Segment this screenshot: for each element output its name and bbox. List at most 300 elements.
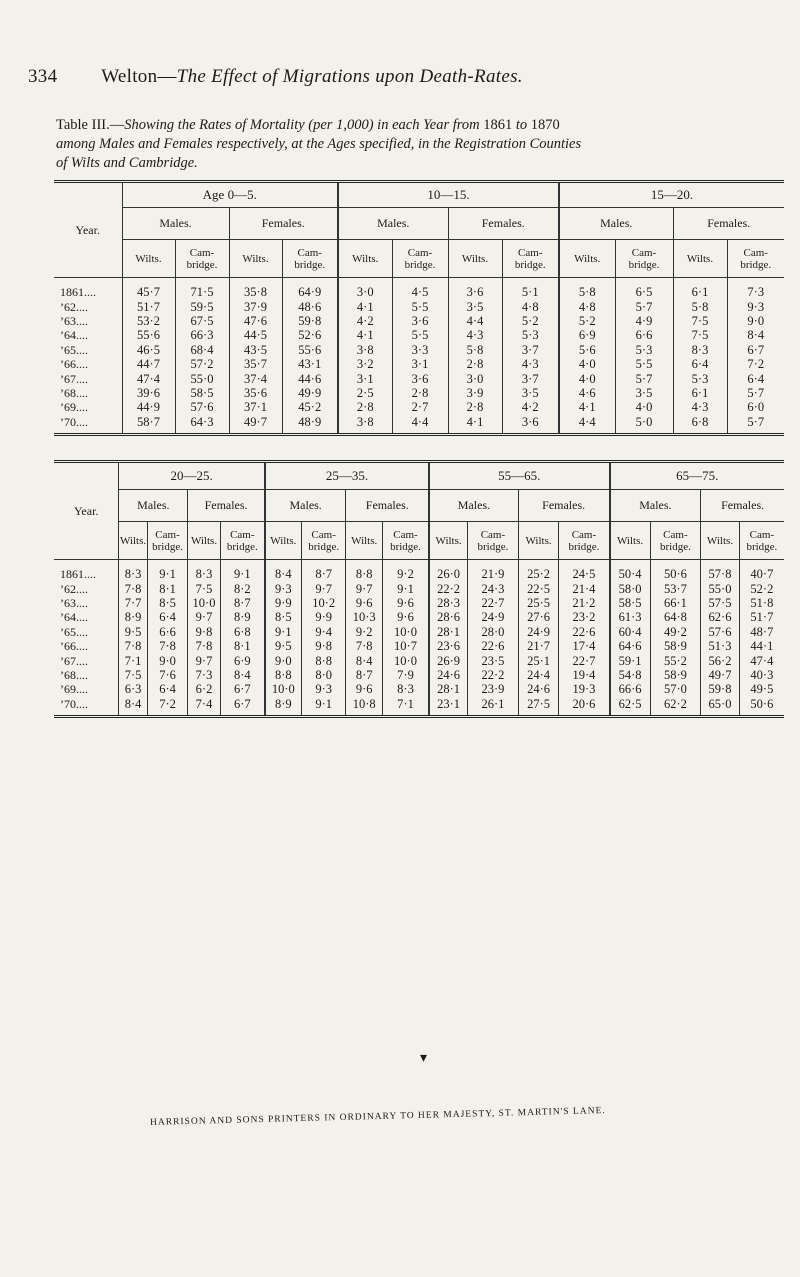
rate-cell: 6·3 xyxy=(124,682,142,697)
rate-cell: 6·9 xyxy=(559,328,615,342)
rate-cell: 5·6 xyxy=(559,343,615,357)
year-cell: ’69.... xyxy=(54,682,119,696)
rate-cell: 48·7 xyxy=(739,625,784,639)
rate-cell: 7·1 xyxy=(124,653,142,668)
year-cell: ’66.... xyxy=(54,357,122,371)
rate-cell: 22·2 xyxy=(468,668,519,682)
rate-cell: 22·2 xyxy=(429,582,468,596)
rate-cell: 10·7 xyxy=(382,639,429,653)
rate-cell: 58·0 xyxy=(610,582,651,596)
rate-cell: 5·1 xyxy=(502,278,559,300)
rate-cell: 4·6 xyxy=(559,386,615,400)
rate-cell: 52·6 xyxy=(282,328,338,342)
rate-cell: 8·8 xyxy=(301,654,346,668)
year-cell: ’62.... xyxy=(54,582,119,596)
cambridge-column-header: Cam- bridge. xyxy=(727,240,784,278)
caption-from-year: 1861 xyxy=(483,117,513,133)
sex-header: Males. xyxy=(559,208,673,240)
printer-mark: ▾ xyxy=(420,1051,428,1066)
rate-cell: 5·5 xyxy=(392,328,448,342)
rate-cell: 3·0 xyxy=(338,278,392,300)
age-group-header: Age 0—5. xyxy=(122,182,338,208)
rate-cell: 35·7 xyxy=(229,357,282,371)
rate-cell: 5·2 xyxy=(502,314,559,328)
rate-cell: 49·2 xyxy=(650,625,701,639)
rate-cell: 44·7 xyxy=(137,357,160,372)
rate-cell: 4·8 xyxy=(559,300,615,314)
rate-cell: 62·5 xyxy=(610,697,651,717)
rate-cell: 9·1 xyxy=(301,697,346,717)
year-cell: 1861.... xyxy=(54,278,122,300)
rate-cell: 5·8 xyxy=(673,300,727,314)
rate-cell: 9·6 xyxy=(346,596,383,610)
rate-cell: 9·2 xyxy=(382,560,429,582)
rate-cell: 6·4 xyxy=(147,610,188,624)
rate-cell: 3·1 xyxy=(338,372,392,386)
sex-header: Females. xyxy=(229,208,338,240)
rate-cell: 7·6 xyxy=(147,668,188,682)
rate-cell: 27·5 xyxy=(518,697,559,717)
caption-to-year: 1870 xyxy=(530,117,560,133)
year-cell: ’70.... xyxy=(54,415,122,435)
rate-cell: 9·0 xyxy=(265,654,302,668)
rate-cell: 3·7 xyxy=(502,372,559,386)
rate-cell: 8·1 xyxy=(220,639,265,653)
rate-cell: 47·4 xyxy=(739,654,784,668)
rate-cell: 7·5 xyxy=(124,667,142,682)
rate-cell: 25·5 xyxy=(518,596,559,610)
rate-cell: 19·3 xyxy=(559,682,610,696)
rate-cell: 24·6 xyxy=(518,682,559,696)
rate-cell: 7·5 xyxy=(673,328,727,342)
rate-cell: 6·7 xyxy=(220,697,265,717)
rate-cell: 4·2 xyxy=(502,400,559,414)
year-cell: ’65.... xyxy=(54,625,119,639)
rate-cell: 50·4 xyxy=(610,560,651,582)
year-cell: ’67.... xyxy=(54,372,122,386)
rate-cell: 6·2 xyxy=(188,682,220,696)
page-number: 334 xyxy=(28,66,58,87)
rate-cell: 6·6 xyxy=(615,328,673,342)
rate-cell: 21·4 xyxy=(559,582,610,596)
rate-cell: 6·9 xyxy=(220,654,265,668)
rate-cell: 49·7 xyxy=(701,668,740,682)
rate-cell: 8·4 xyxy=(727,328,784,342)
mortality-table-upper xyxy=(54,180,784,436)
rate-cell: 3·5 xyxy=(615,386,673,400)
rate-cell: 2·5 xyxy=(338,386,392,400)
rate-cell: 4·1 xyxy=(338,300,392,314)
rate-cell: 25·1 xyxy=(518,654,559,668)
year-cell: ’63.... xyxy=(54,596,119,610)
sex-header: Females. xyxy=(518,490,609,522)
rate-cell: 64·9 xyxy=(282,278,338,300)
cambridge-column-header: Cam- bridge. xyxy=(382,522,429,560)
rate-cell: 4·2 xyxy=(338,314,392,328)
rate-cell: 4·3 xyxy=(448,328,502,342)
rate-cell: 66·3 xyxy=(175,328,229,342)
rate-cell: 4·9 xyxy=(615,314,673,328)
wilts-column-header: Wilts. xyxy=(448,240,502,278)
rate-cell: 9·1 xyxy=(147,560,188,582)
rate-cell: 3·5 xyxy=(502,386,559,400)
rate-cell: 24·6 xyxy=(429,668,468,682)
sex-header: Females. xyxy=(673,208,784,240)
year-header: Year. xyxy=(54,462,119,560)
rate-cell: 9·1 xyxy=(382,582,429,596)
rate-cell: 24·3 xyxy=(468,582,519,596)
rate-cell: 50·6 xyxy=(739,697,784,717)
rate-cell: 54·8 xyxy=(610,668,651,682)
rate-cell: 9·4 xyxy=(301,625,346,639)
rate-cell: 55·6 xyxy=(282,343,338,357)
rate-cell: 8·8 xyxy=(346,560,383,582)
rate-cell: 5·5 xyxy=(392,300,448,314)
rate-cell: 3·6 xyxy=(392,372,448,386)
table-row xyxy=(54,582,784,596)
rate-cell: 6·4 xyxy=(673,357,727,371)
rate-cell: 10·2 xyxy=(301,596,346,610)
sex-header: Females. xyxy=(448,208,559,240)
sex-header: Females. xyxy=(701,490,784,522)
rate-cell: 2·7 xyxy=(392,400,448,414)
rate-cell: 57·8 xyxy=(701,560,740,582)
rate-cell: 37·9 xyxy=(229,300,282,314)
age-group-header: 25—35. xyxy=(265,462,429,490)
rate-cell: 57·0 xyxy=(650,682,701,696)
wilts-column-header: Wilts. xyxy=(119,522,147,560)
wilts-column-header: Wilts. xyxy=(122,240,175,278)
sex-header: Males. xyxy=(122,208,229,240)
wilts-column-header: Wilts. xyxy=(346,522,383,560)
rate-cell: 35·6 xyxy=(229,386,282,400)
wilts-column-header: Wilts. xyxy=(610,522,651,560)
rate-cell: 62·6 xyxy=(701,610,740,624)
rate-cell: 24·9 xyxy=(518,625,559,639)
rate-cell: 9·1 xyxy=(220,560,265,582)
rate-cell: 9·9 xyxy=(265,596,302,610)
age-group-header: 10—15. xyxy=(338,182,559,208)
rate-cell: 43·1 xyxy=(282,357,338,371)
cambridge-column-header: Cam- bridge. xyxy=(220,522,265,560)
rate-cell: 7·7 xyxy=(124,595,142,610)
rate-cell: 58·5 xyxy=(610,596,651,610)
rate-cell: 44·5 xyxy=(229,328,282,342)
rate-cell: 58·5 xyxy=(175,386,229,400)
rate-cell: 9·5 xyxy=(265,639,302,653)
rate-cell: 22·7 xyxy=(559,654,610,668)
cambridge-column-header: Cam- bridge. xyxy=(559,522,610,560)
rate-cell: 10·3 xyxy=(346,610,383,624)
year-header: Year. xyxy=(54,182,122,278)
table-row xyxy=(54,560,784,582)
rate-cell: 64·3 xyxy=(175,415,229,435)
caption-line-2: among Males and Females respectively, at the Ages specified, in the Registration Counties xyxy=(56,136,582,152)
rate-cell: 59·8 xyxy=(282,314,338,328)
rate-cell: 8·7 xyxy=(346,668,383,682)
rate-cell: 4·1 xyxy=(559,400,615,414)
running-title: The Effect of Migrations upon Death-Rates. xyxy=(176,66,523,87)
rate-cell: 23·6 xyxy=(429,639,468,653)
rate-cell: 9·8 xyxy=(301,639,346,653)
sex-header: Females. xyxy=(188,490,265,522)
rate-cell: 9·7 xyxy=(188,610,220,624)
running-title-author: Welton— xyxy=(101,66,177,87)
rate-cell: 10·0 xyxy=(265,682,302,696)
rate-cell: 8·4 xyxy=(220,668,265,682)
rate-cell: 5·8 xyxy=(559,278,615,300)
rate-cell: 8·9 xyxy=(124,610,142,625)
rate-cell: 7·8 xyxy=(188,639,220,653)
rate-cell: 27·6 xyxy=(518,610,559,624)
mortality-table-lower xyxy=(54,460,784,718)
rate-cell: 51·8 xyxy=(739,596,784,610)
rate-cell: 28·1 xyxy=(429,682,468,696)
rate-cell: 10·8 xyxy=(346,697,383,717)
rate-cell: 4·0 xyxy=(559,372,615,386)
year-cell: ’68.... xyxy=(54,386,122,400)
rate-cell: 44·6 xyxy=(282,372,338,386)
rate-cell: 6·7 xyxy=(220,682,265,696)
rate-cell: 3·6 xyxy=(502,415,559,435)
sex-header: Males. xyxy=(119,490,188,522)
year-cell: 1861.... xyxy=(54,560,119,582)
rate-cell: 22·5 xyxy=(518,582,559,596)
table-row xyxy=(54,697,784,717)
rate-cell: 51·7 xyxy=(137,299,160,314)
age-group-header: 20—25. xyxy=(119,462,265,490)
rate-cell: 3·2 xyxy=(338,357,392,371)
table-row xyxy=(54,400,784,414)
wilts-column-header: Wilts. xyxy=(338,240,392,278)
rate-cell: 5·7 xyxy=(615,372,673,386)
rate-cell: 4·5 xyxy=(392,278,448,300)
cambridge-column-header: Cam- bridge. xyxy=(502,240,559,278)
rate-cell: 9·6 xyxy=(382,610,429,624)
rate-cell: 4·0 xyxy=(559,357,615,371)
rate-cell: 3·8 xyxy=(338,343,392,357)
rate-cell: 57·5 xyxy=(701,596,740,610)
rate-cell: 45·2 xyxy=(282,400,338,414)
year-cell: ’63.... xyxy=(54,314,122,328)
rate-cell: 55·2 xyxy=(650,654,701,668)
rate-cell: 35·8 xyxy=(229,278,282,300)
printer-footer: HARRISON AND SONS PRINTERS IN ORDINARY TO HER MAJESTY, ST. MARTIN'S LANE. xyxy=(149,1106,606,1128)
cambridge-column-header: Cam- bridge. xyxy=(175,240,229,278)
rate-cell: 59·1 xyxy=(610,654,651,668)
rate-cell: 9·2 xyxy=(346,625,383,639)
rate-cell: 6·1 xyxy=(673,386,727,400)
caption-part: per xyxy=(313,117,333,133)
table-row xyxy=(54,357,784,371)
rate-cell: 9·8 xyxy=(188,625,220,639)
rate-cell: 5·7 xyxy=(727,386,784,400)
rate-cell: 3·9 xyxy=(448,386,502,400)
rate-cell: 46·5 xyxy=(137,342,160,357)
rate-cell: 66·1 xyxy=(650,596,701,610)
rate-cell: 47·4 xyxy=(137,371,160,386)
cambridge-column-header: Cam- bridge. xyxy=(615,240,673,278)
wilts-column-header: Wilts. xyxy=(559,240,615,278)
rate-cell: 6·4 xyxy=(727,372,784,386)
table-row xyxy=(54,668,784,682)
wilts-column-header: Wilts. xyxy=(188,522,220,560)
rate-cell: 4·3 xyxy=(673,400,727,414)
rate-cell: 47·6 xyxy=(229,314,282,328)
rate-cell: 25·2 xyxy=(518,560,559,582)
sex-header: Males. xyxy=(429,490,518,522)
rate-cell: 6·8 xyxy=(673,415,727,435)
rate-cell: 8·3 xyxy=(124,566,142,581)
rate-cell: 49·5 xyxy=(739,682,784,696)
rate-cell: 64·8 xyxy=(650,610,701,624)
wilts-column-header: Wilts. xyxy=(701,522,740,560)
rate-cell: 7·2 xyxy=(727,357,784,371)
rate-cell: 7·8 xyxy=(346,639,383,653)
rate-cell: 8·4 xyxy=(265,560,302,582)
rate-cell: 7·8 xyxy=(124,639,142,654)
rate-cell: 8·5 xyxy=(265,610,302,624)
rate-cell: 23·9 xyxy=(468,682,519,696)
rate-cell: 7·1 xyxy=(382,697,429,717)
rate-cell: 8·7 xyxy=(220,596,265,610)
cambridge-column-header: Cam- bridge. xyxy=(650,522,701,560)
rate-cell: 10·0 xyxy=(382,625,429,639)
year-cell: ’64.... xyxy=(54,610,119,624)
rate-cell: 4·1 xyxy=(448,415,502,435)
table-row xyxy=(54,639,784,653)
rate-cell: 2·8 xyxy=(448,357,502,371)
rate-cell: 9·1 xyxy=(265,625,302,639)
rate-cell: 65·0 xyxy=(701,697,740,717)
table-label: Table III.— xyxy=(56,117,125,133)
rate-cell: 8·7 xyxy=(301,560,346,582)
rate-cell: 71·5 xyxy=(175,278,229,300)
rate-cell: 9·7 xyxy=(301,582,346,596)
rate-cell: 9·7 xyxy=(346,582,383,596)
rate-cell: 7·8 xyxy=(124,581,142,596)
rate-cell: 55·0 xyxy=(701,582,740,596)
rate-cell: 26·0 xyxy=(429,560,468,582)
rate-cell: 3·5 xyxy=(448,300,502,314)
rate-cell: 59·8 xyxy=(701,682,740,696)
table-caption xyxy=(56,116,780,173)
rate-cell: 9·3 xyxy=(265,582,302,596)
table-row xyxy=(54,596,784,610)
rate-cell: 58·9 xyxy=(650,639,701,653)
rate-cell: 3·7 xyxy=(502,343,559,357)
rate-cell: 10·0 xyxy=(382,654,429,668)
year-cell: ’67.... xyxy=(54,654,119,668)
rate-cell: 8·3 xyxy=(188,560,220,582)
rate-cell: 3·6 xyxy=(448,278,502,300)
table-row xyxy=(54,682,784,696)
age-group-header: 65—75. xyxy=(610,462,784,490)
rate-cell: 44·9 xyxy=(137,400,160,415)
year-cell: ’68.... xyxy=(54,668,119,682)
year-cell: ’66.... xyxy=(54,639,119,653)
rate-cell: 40·7 xyxy=(739,560,784,582)
rate-cell: 9·7 xyxy=(188,654,220,668)
rate-cell: 37·1 xyxy=(229,400,282,414)
rate-cell: 7·9 xyxy=(382,668,429,682)
rate-cell: 48·9 xyxy=(282,415,338,435)
wilts-column-header: Wilts. xyxy=(229,240,282,278)
rate-cell: 67·5 xyxy=(175,314,229,328)
rate-cell: 57·6 xyxy=(701,625,740,639)
rate-cell: 40·3 xyxy=(739,668,784,682)
rate-cell: 7·3 xyxy=(188,668,220,682)
rate-cell: 17·4 xyxy=(559,639,610,653)
sex-header: Males. xyxy=(338,208,448,240)
rate-cell: 7·5 xyxy=(188,582,220,596)
rate-cell: 60·4 xyxy=(610,625,651,639)
rate-cell: 21·2 xyxy=(559,596,610,610)
rate-cell: 4·0 xyxy=(615,400,673,414)
rate-cell: 4·4 xyxy=(448,314,502,328)
rate-cell: 49·7 xyxy=(229,415,282,435)
year-cell: ’69.... xyxy=(54,400,122,414)
rate-cell: 57·6 xyxy=(175,400,229,414)
rate-cell: 3·3 xyxy=(392,343,448,357)
rate-cell: 9·5 xyxy=(124,624,142,639)
rate-cell: 22·6 xyxy=(468,639,519,653)
rate-cell: 24·9 xyxy=(468,610,519,624)
rate-cell: 5·3 xyxy=(502,328,559,342)
rate-cell: 58·9 xyxy=(650,668,701,682)
cambridge-column-header: Cam- bridge. xyxy=(468,522,519,560)
rate-cell: 58·7 xyxy=(122,415,175,435)
rate-cell: 8·1 xyxy=(147,582,188,596)
year-cell: ’62.... xyxy=(54,300,122,314)
rate-cell: 43·5 xyxy=(229,343,282,357)
rate-cell: 50·6 xyxy=(650,560,701,582)
rate-cell: 10·0 xyxy=(188,596,220,610)
table-row xyxy=(54,654,784,668)
rate-cell: 61·3 xyxy=(610,610,651,624)
rate-cell: 4·8 xyxy=(502,300,559,314)
rate-cell: 2·8 xyxy=(448,400,502,414)
rate-cell: 6·8 xyxy=(220,625,265,639)
rate-cell: 9·0 xyxy=(727,314,784,328)
rate-cell: 24·4 xyxy=(518,668,559,682)
rate-cell: 9·9 xyxy=(301,610,346,624)
age-group-header: 55—65. xyxy=(429,462,609,490)
rate-cell: 5·2 xyxy=(559,314,615,328)
rate-cell: 8·2 xyxy=(220,582,265,596)
rate-cell: 20·6 xyxy=(559,697,610,717)
table-row xyxy=(54,278,784,300)
table-row xyxy=(54,372,784,386)
rate-cell: 57·2 xyxy=(175,357,229,371)
sex-header: Males. xyxy=(610,490,701,522)
rate-cell: 37·4 xyxy=(229,372,282,386)
rate-cell: 3·8 xyxy=(338,415,392,435)
rate-cell: 8·9 xyxy=(265,697,302,717)
caption-line-3: of Wilts and Cambridge. xyxy=(56,155,198,171)
table-row xyxy=(54,328,784,342)
rate-cell: 4·3 xyxy=(502,357,559,371)
rate-cell: 28·3 xyxy=(429,596,468,610)
table-row xyxy=(54,300,784,314)
rate-cell: 8·4 xyxy=(119,697,147,717)
rate-cell: 4·4 xyxy=(392,415,448,435)
rate-cell: 24·5 xyxy=(559,560,610,582)
table-row xyxy=(54,610,784,624)
rate-cell: 9·3 xyxy=(727,300,784,314)
rate-cell: 6·7 xyxy=(727,343,784,357)
rate-cell: 8·3 xyxy=(382,682,429,696)
